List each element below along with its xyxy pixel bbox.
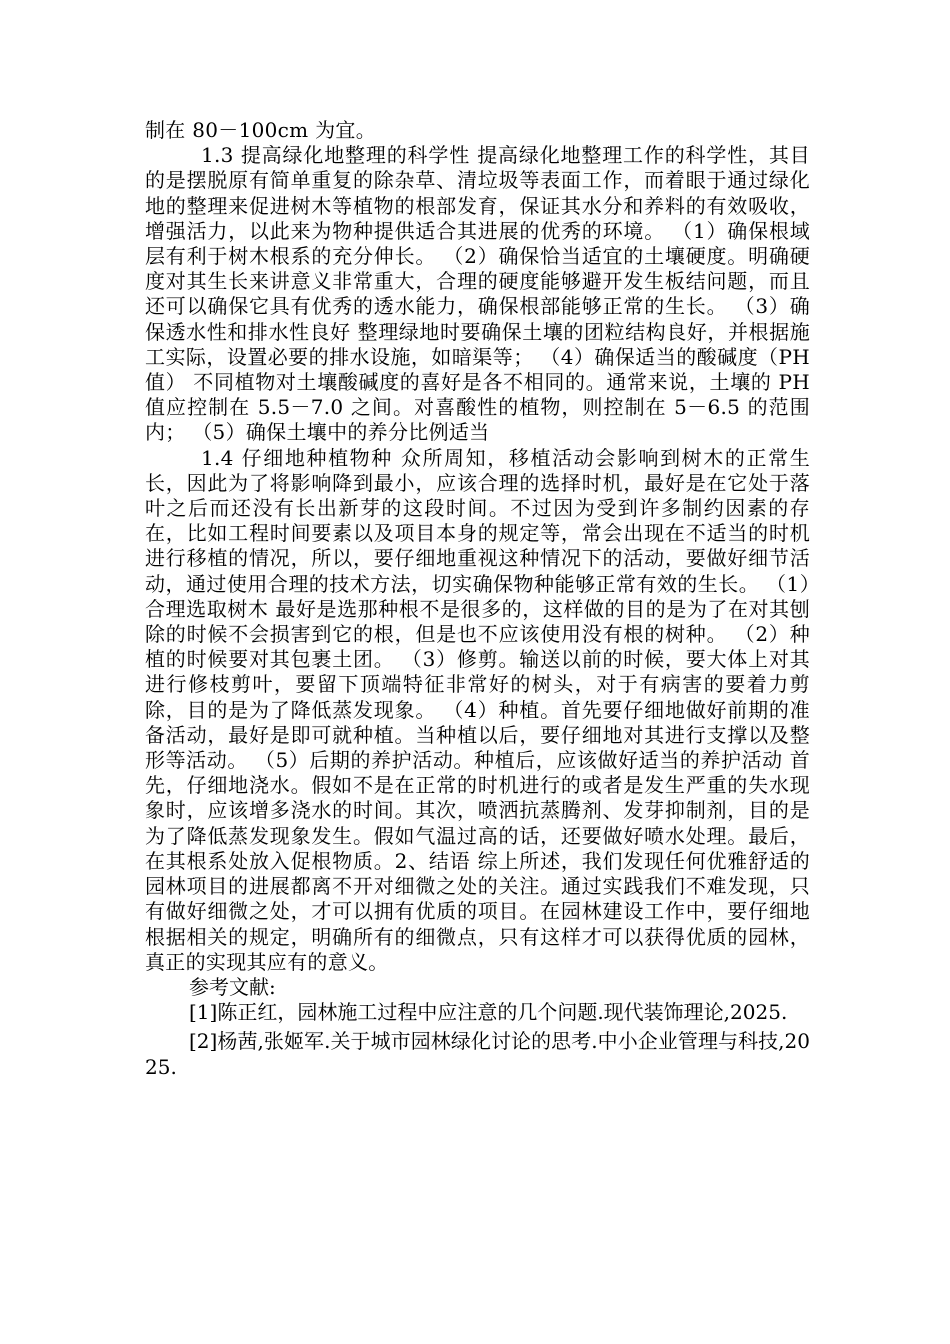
references-heading: 参考文献: <box>189 974 276 999</box>
continuation-paragraph: 制在 80－100cm 为宜。 <box>145 118 377 142</box>
reference-item-2: [2]杨茜,张姬军.关于城市园林绿化讨论的思考.中小企业管理与科技,2025. <box>145 1029 810 1079</box>
reference-item-1: [1]陈正红，园林施工过程中应注意的几个问题.现代装饰理论,2025. <box>189 1000 788 1025</box>
section-1-4-paragraph: 1.4 仔细地种植物种 众所周知，移植活动会影响到树木的正常生长，因此为了将影响降到最小，应该合理的选择时机，最好是在它处于落叶之后而还没有长出新芽的这段时间。不过因为受到许多制约因素的存在，比如工程时间要素以及项目本身的规定等，常会出现在不适当的时机进行移植的情况，所以，要仔细地重视这种情况下的活动，要做好细节活动，通过使用合理的技术方法，切实确保物种能够正常有效的生长。 （1）合理选取树木 最好是选那种根不是很多的，这样做的目的是为了在对其刨除的时候不会损害到它的根，但是也不应该使用没有根的树种。 （2）种植的时候要对其包裹土团。 （3）修剪。输送以前的时候，要大体上对其进行修枝剪叶，要留下顶端特征非常好的树头，对于有病害的要着力剪除，目的是为了降低蒸发现象。 （4）种植。首先要仔细地做好前期的准备活动，最好是即可就种植。当种植以后，要仔细地对其进行支撑以及整形等活动。 （5）后期的养护活动。种植后，应该做好适当的养护活动 首先，仔细地浇水。假如不是在正常的时机进行的或者是发生严重的失水现象时，应该增多浇水的时间。其次，喷洒抗蒸腾剂、发芽抑制剂，目的是为了降低蒸发现象发生。假如气温过高的话，还要做好喷水处理。最后，在其根系处放入促根物质。2、结语 综上所述，我们发现任何优雅舒适的园林项目的进展都离不开对细微之处的关注。通过实践我们不难发现，只有做好细微之处，才可以拥有优质的项目。在园林建设工作中，要仔细地根据相关的规定，明确所有的细微点，只有这样才可以获得优质的园林，真正的实现其应有的意义。 <box>145 445 810 974</box>
section-1-3-paragraph: 1.3 提高绿化地整理的科学性 提高绿化地整理工作的科学性，其目的是摆脱原有简单重复的除杂草、清垃圾等表面工作，而着眼于通过绿化地的整理来促进树木等植物的根部发育，保证其水分和养料的有效吸收，增强活力，以此来为物种提供适合其进展的优秀的环境。 （1）确保根域层有利于树木根系的充分伸长。 （2）确保恰当适宜的土壤硬度。明确硬度对其生长来讲意义非常重大，合理的硬度能够避开发生板结问题，而且还可以确保它具有优秀的透水能力，确保根部能够正常的生长。 （3）确保透水性和排水性良好 整理绿地时要确保土壤的团粒结构良好，并根据施工实际，设置必要的排水设施，如暗渠等； （4）确保适当的酸碱度（PH 值） 不同植物对土壤酸碱度的喜好是各不相同的。通常来说，土壤的 PH 值应控制在 5.5－7.0 之间。对喜酸性的植物，则控制在 5－6.5 的范围内； （5）确保土壤中的养分比例适当 <box>145 143 810 445</box>
document-page <box>145 118 810 1084</box>
